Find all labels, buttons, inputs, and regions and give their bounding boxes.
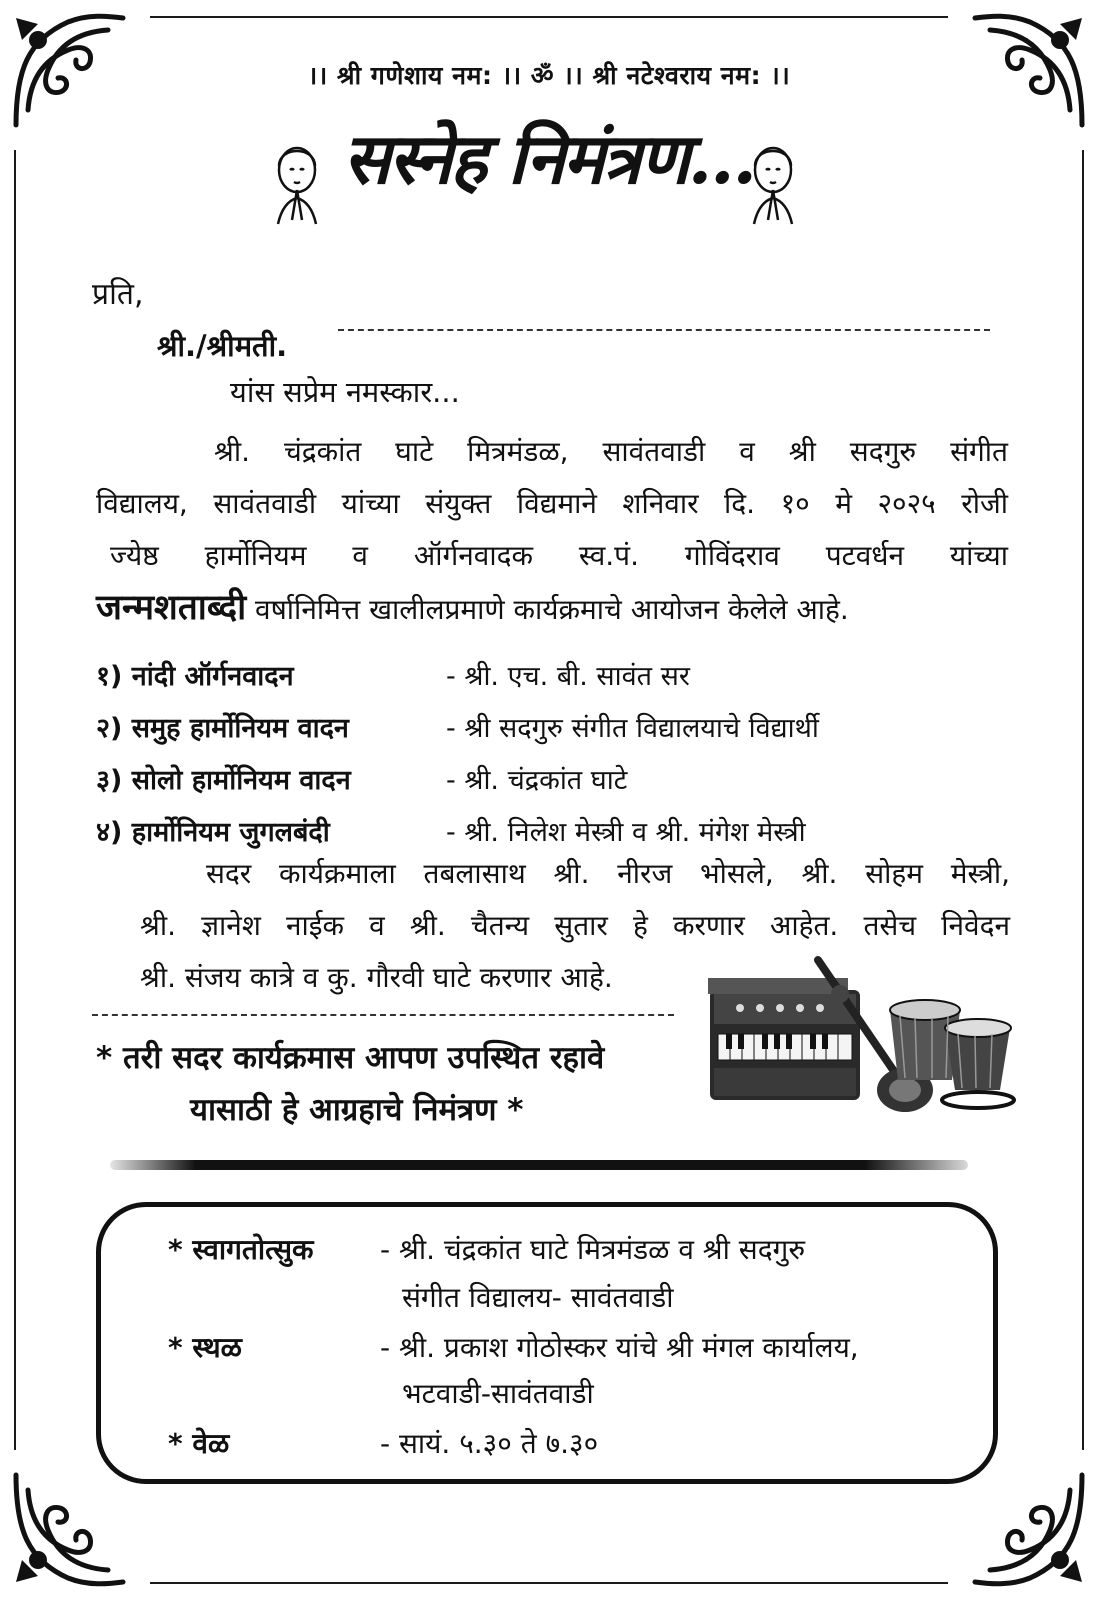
paragraph-line: सदर कार्यक्रमाला तबलासाथ श्री. नीरज भोसले, श्री. सोहम मेस्त्री,: [206, 857, 1010, 890]
list-item: [96, 648, 1016, 700]
venue-value-cont: भटवाडी-सावंतवाडी: [402, 1377, 594, 1410]
paragraph-line: श्री. चंद्रकांत घाटे मित्रमंडळ, सावंतवाडी व श्री सदगुरु संगीत: [214, 435, 1008, 468]
salutation: प्रति,: [92, 277, 144, 312]
programme-performer: - श्री. चंद्रकांत घाटे: [446, 764, 628, 796]
namaste-icon: [740, 140, 806, 226]
invocation-line: ।। श्री गणेशाय नम: ।। ॐ ।। श्री नटेश्वराय नम: ।।: [307, 61, 791, 90]
invitation-title: सस्नेह निमंत्रण...: [343, 117, 755, 200]
venue-label: * स्थळ: [168, 1331, 242, 1364]
paragraph-line: विद्यालय, सावंतवाडी यांच्या संयुक्त विद्यमाने शनिवार दि. १० मे २०२५ रोजी: [96, 487, 1008, 520]
welcome-label: * स्वागतोत्सुक: [168, 1233, 314, 1266]
frame-bottom-line: [150, 1582, 948, 1584]
section-divider: [92, 1014, 674, 1016]
programme-title: १) नांदी ऑर्गनवादन: [96, 660, 294, 692]
corner-ornament-bottom-left: [8, 1470, 128, 1590]
venue-value: - श्री. प्रकाश गोठोस्कर यांचे श्री मंगल कार्यालय,: [380, 1331, 859, 1364]
paragraph-line: [96, 582, 1008, 634]
request-line: यासाठी हे आग्रहाचे निमंत्रण *: [190, 1092, 524, 1128]
programme-title: २) समुह हार्मोनियम वादन: [96, 712, 349, 744]
welcome-value: - श्री. चंद्रकांत घाटे मित्रमंडळ व श्री सदगुरु: [380, 1233, 806, 1266]
invitation-paragraph: [96, 426, 1008, 634]
programme-performer: - श्री. एच. बी. सावंत सर: [446, 660, 690, 692]
programme-list: [96, 648, 1016, 856]
request-line: * तरी सदर कार्यक्रमास आपण उपस्थित रहावे: [96, 1040, 605, 1076]
greeting: यांस सप्रेम नमस्कार...: [230, 375, 460, 409]
instruments-illustration: [700, 950, 1030, 1130]
addressee-blank-line: [338, 329, 990, 331]
list-item: [96, 752, 1016, 804]
centenary-highlight: जन्मशताब्दी: [96, 588, 247, 628]
section-divider-bar: [110, 1160, 968, 1170]
paragraph-line: ज्येष्ठ हार्मोनियम व ऑर्गनवादक स्व.पं. गोविंदराव पटवर्धन यांच्या: [110, 539, 1008, 572]
time-label: * वेळ: [168, 1427, 230, 1460]
time-value: - सायं. ५.३० ते ७.३०: [380, 1427, 599, 1460]
list-item: [96, 700, 1016, 752]
frame-top-line: [150, 16, 948, 18]
programme-performer: - श्री. निलेश मेस्त्री व श्री. मंगेश मेस्त्री: [446, 816, 806, 848]
programme-title: ४) हार्मोनियम जुगलबंदी: [96, 816, 330, 848]
paragraph-line: श्री. संजय कात्रे व कु. गौरवी घाटे करणार आहे.: [140, 961, 613, 994]
frame-left-line: [14, 150, 16, 1450]
corner-ornament-bottom-right: [970, 1470, 1090, 1590]
paragraph-line-rest: वर्षानिमित्त खालीलप्रमाणे कार्यक्रमाचे आयोजन केलेले आहे.: [246, 593, 849, 626]
addressee-label: श्री./श्रीमती.: [157, 329, 288, 363]
frame-right-line: [1082, 150, 1084, 1450]
welcome-value-cont: संगीत विद्यालय- सावंतवाडी: [402, 1281, 674, 1314]
paragraph-line: श्री. ज्ञानेश नाईक व श्री. चैतन्य सुतार हे करणार आहेत. तसेच निवेदन: [140, 909, 1010, 942]
programme-performer: - श्री सदगुरु संगीत विद्यालयाचे विद्यार्थी: [446, 712, 819, 744]
programme-title: ३) सोलो हार्मोनियम वादन: [96, 764, 351, 796]
